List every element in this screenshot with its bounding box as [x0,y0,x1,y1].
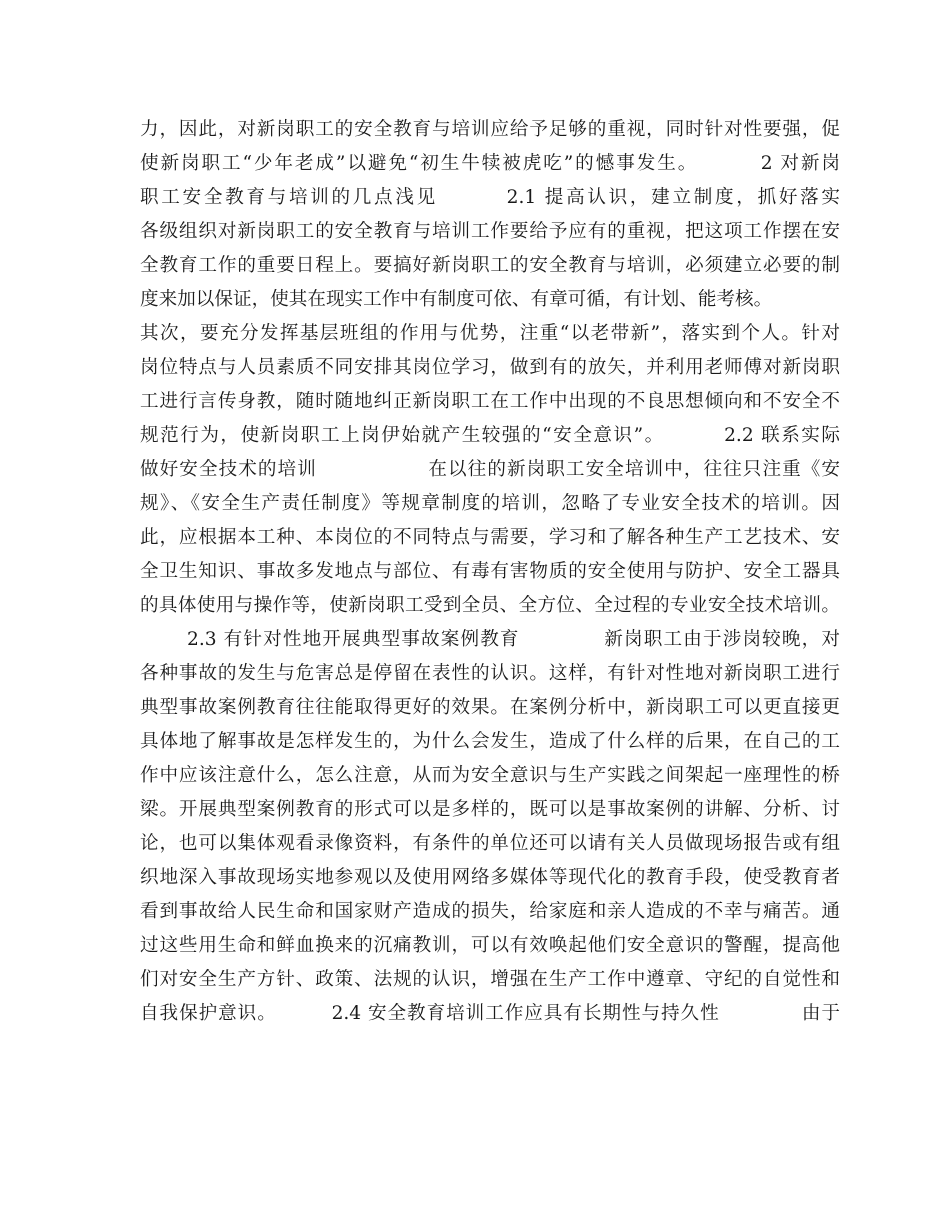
text-line: 具体地了解事故是怎样发生的，为什么会发生，造成了什么样的后果，在自己的工 [140,731,840,752]
text-line: 典型事故案例教育往往能取得更好的效果。在案例分析中，新岗职工可以更直接更 [140,697,840,718]
text-line: 度来加以保证，使其在现实工作中有制度可依、有章可循，有计划、能考核。 [140,289,773,310]
text-line: 规范行为，使新岗职工上岗伊始就产生较强的“安全意识”。 2.2 联系实际 [140,425,840,446]
text-line: 各级组织对新岗职工的安全教育与培训工作要给予应有的重视，把这项工作摆在安 [140,221,840,242]
text-line: 的具体使用与操作等，使新岗职工受到全员、全方位、全过程的专业安全技术培训。 [140,595,840,616]
text-line: 梁。开展典型案例教育的形式可以是多样的，既可以是事故案例的讲解、分析、讨 [140,799,840,820]
text-line: 织地深入事故现场实地参观以及使用网络多媒体等现代化的教育手段，使受教育者 [140,867,840,888]
text-line: 看到事故给人民生命和国家财产造成的损失，给家庭和亲人造成的不幸与痛苦。通 [140,901,840,922]
text-line: 全教育工作的重要日程上。要搞好新岗职工的安全教育与培训，必须建立必要的制 [140,255,840,276]
text-line: 使新岗职工“少年老成”以避免“初生牛犊被虎吃”的憾事发生。 2 对新岗 [140,153,840,174]
text-line: 各种事故的发生与危害总是停留在表性的认识。这样，有针对性地对新岗职工进行 [140,663,840,684]
text-line: 岗位特点与人员素质不同安排其岗位学习，做到有的放矢，并利用老师傅对新岗职 [140,357,840,378]
text-line: 规》、《安全生产责任制度》等规章制度的培训，忽略了专业安全技术的培训。因 [140,493,840,514]
text-line: 全卫生知识、事故多发地点与部位、有毒有害物质的安全使用与防护、安全工器具 [140,561,840,582]
text-line: 论，也可以集体观看录像资料，有条件的单位还可以请有关人员做现场报告或有组 [140,833,840,854]
text-line: 们对安全生产方针、政策、法规的认识，增强在生产工作中遵章、守纪的自觉性和 [140,969,840,990]
text-line: 工进行言传身教，随时随地纠正新岗职工在工作中出现的不良思想倾向和不安全不 [140,391,840,412]
text-line: 其次，要充分发挥基层班组的作用与优势，注重“以老带新”，落实到个人。针对 [140,323,840,344]
text-line: 自我保护意识。 2.4 安全教育培训工作应具有长期性与持久性 由于 [140,1003,840,1024]
text-line: 过这些用生命和鲜血换来的沉痛教训，可以有效唤起他们安全意识的警醒，提高他 [140,935,840,956]
text-line: 职工安全教育与培训的几点浅见 2.1 提高认识，建立制度，抓好落实 [140,187,840,208]
text-line: 做好安全技术的培训 在以往的新岗职工安全培训中，往往只注重《安 [140,459,840,480]
text-line: 力，因此，对新岗职工的安全教育与培训应给予足够的重视，同时针对性要强，促 [140,119,840,140]
text-line: 此，应根据本工种、本岗位的不同特点与需要，学习和了解各种生产工艺技术、安 [140,527,840,548]
text-line: 作中应该注意什么，怎么注意，从而为安全意识与生产实践之间架起一座理性的桥 [140,765,840,786]
text-line: 2.3 有针对性地开展典型事故案例教育 新岗职工由于涉岗较晚，对 [187,629,840,650]
body-text [140,113,840,1031]
